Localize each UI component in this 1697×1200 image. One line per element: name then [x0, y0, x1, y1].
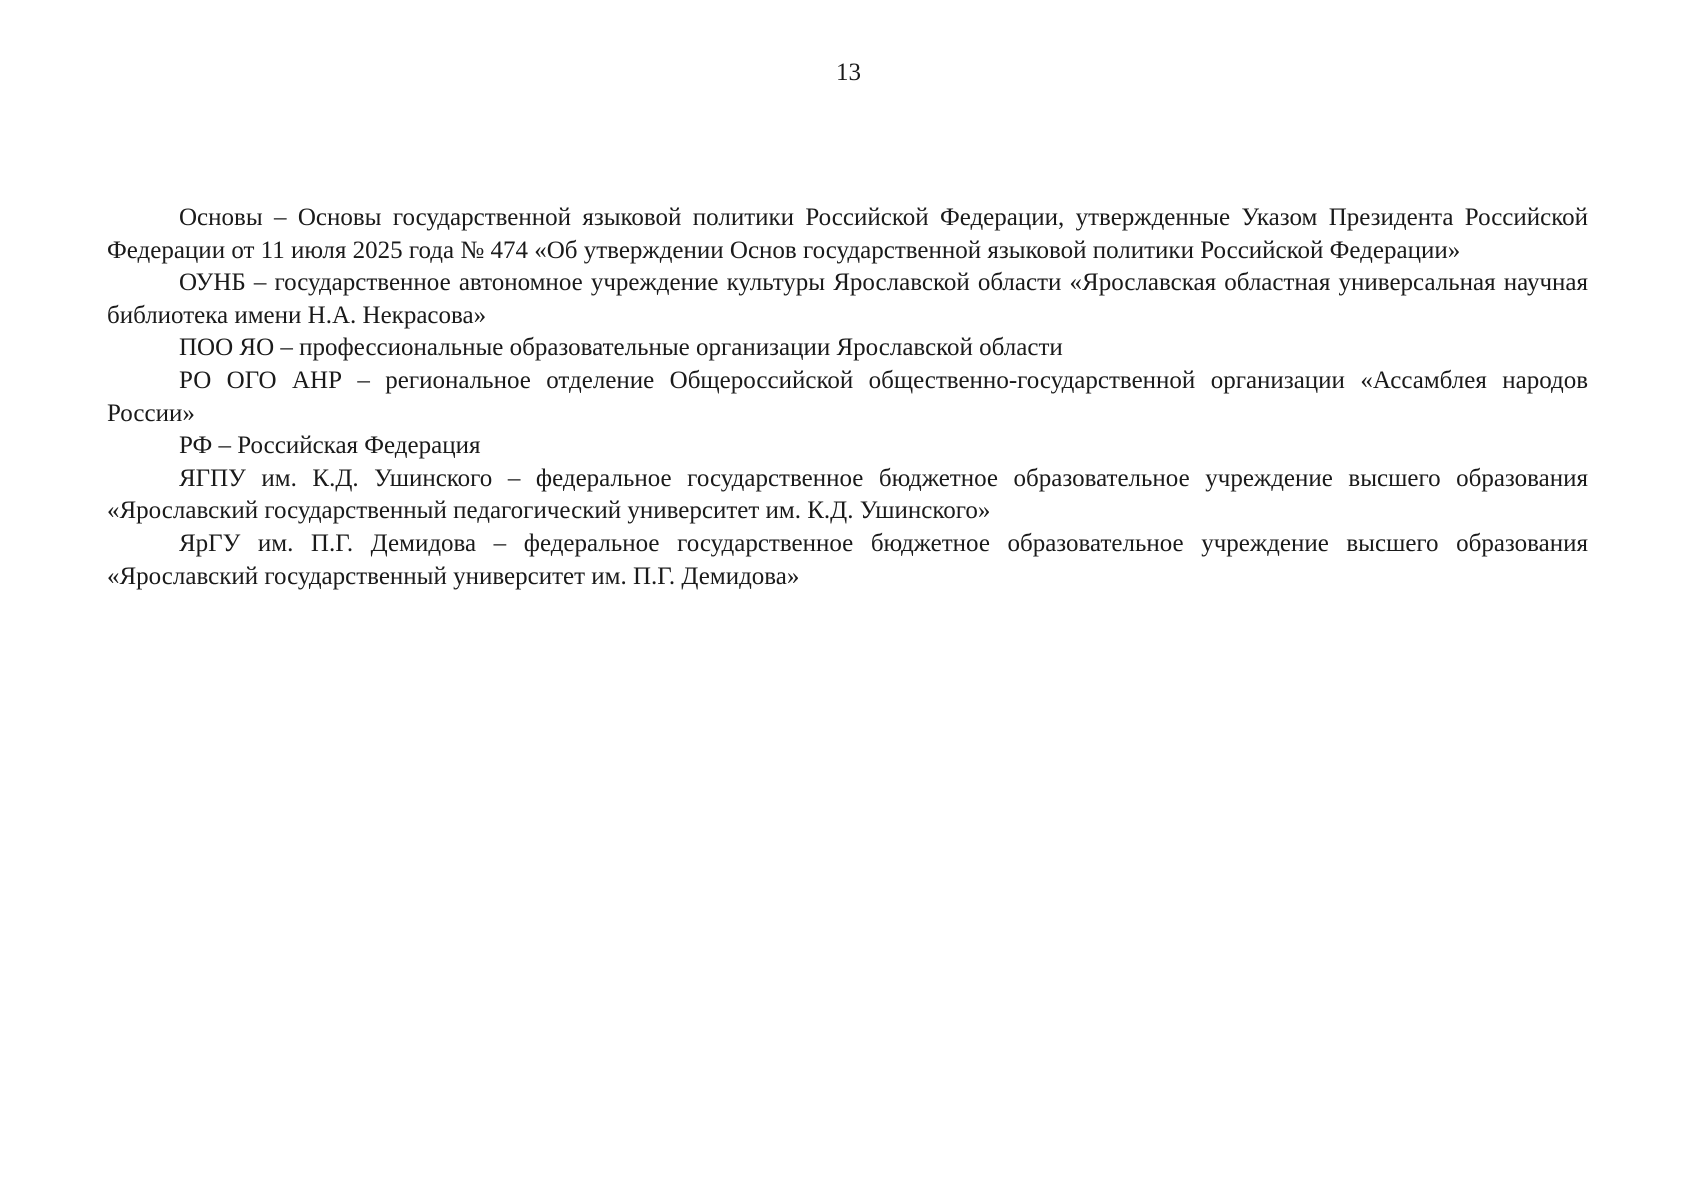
abbreviation-entry-ounb: ОУНБ – государственное автономное учреждение культуры Ярославской области «Ярославская областная универсальная научная библиотека имени Н.А. Некрасова»	[107, 269, 1588, 329]
abbreviation-entry-ro-ogo-anr: РО ОГО АНР – региональное отделение Общероссийской общественно-государственной организации «Ассамблея народов России»	[107, 366, 1588, 427]
abbreviation-entry-poo-yao: ПОО ЯО – профессиональные образовательные организации Ярославской области	[179, 334, 1063, 362]
abbreviation-entry-osnovy: Основы – Основы государственной языковой политики Российской Федерации, утвержденные Указом Президента Российской Федерации от 11 июля 2025 года № 474 «Об утверждении Основ государственной языковой политики Российской Федерации»	[107, 204, 1588, 264]
abbreviation-entry-ygpu: ЯГПУ им. К.Д. Ушинского – федеральное государственное бюджетное образовательное учреждение высшего образования «Ярославский государственный педагогический университет им. К.Д. Ушинского»	[107, 464, 1588, 525]
abbreviation-list	[107, 202, 1588, 593]
abbreviation-entry-rf: РФ – Российская Федерация	[179, 432, 481, 460]
abbreviation-entry-yargu: ЯрГУ им. П.Г. Демидова – федеральное государственное бюджетное образовательное учреждение высшего образования «Ярославский государственный университет им. П.Г. Демидова»	[107, 529, 1588, 590]
page-number: 13	[836, 59, 861, 86]
